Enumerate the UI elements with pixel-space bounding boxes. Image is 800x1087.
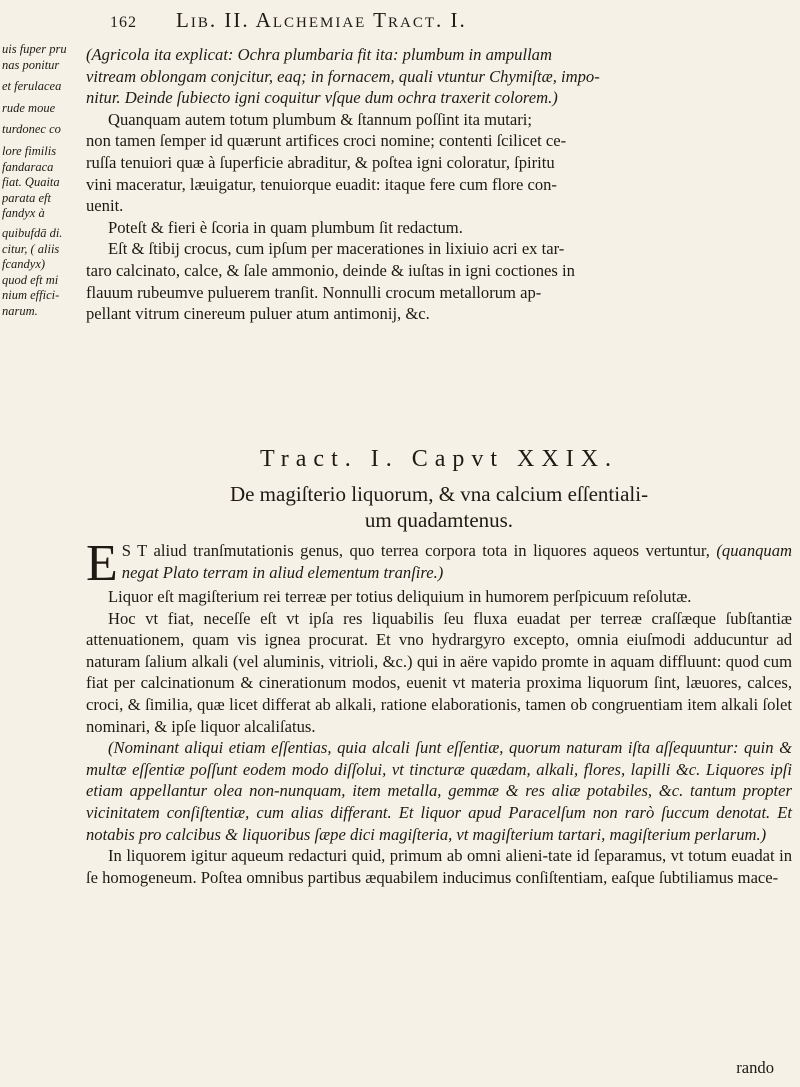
text-line: (Agricola ita explicat: Ochra plumbaria fit ita: plumbum in ampullam [86,45,552,64]
margin-note-line: et ferulacea [2,79,62,94]
catchword: rando [736,1058,774,1077]
text-line: taro calcinato, calce, & ſale ammonio, deinde & iuſtas in igni coctiones in [86,260,575,280]
paragraph: Hoc vt fiat, neceſſe eſt vt ipſa res liquabilis ſeu fluxa euadat per terreæ craſſæque ſubſtantiæ attenuationem, quam vis ignea procurat. Et vno hydrargyro excepto, omnia eiuſmodi adducuntur ad naturam ſalium alkali (vel aluminis, vitrioli, &c.) qui in aëre vapido promte in aquam diffluunt: quod cum fiat per calcinationum & cinerationum modos, euenit vt materia proxima liquorum ſint, læuores, calces, croci, & ſimilia, quæ licet differat ab alkali, ratione elaborationis, tamen ob congruentiam item alkali ſolet nominari, & ipſe liquor alcaliſatus. [86,608,792,736]
margin-note-line: turdonec co [2,122,61,137]
paragraph [86,535,792,592]
paragraph: Liquor eſt magiſterium rei terreæ per totius deliquium in humorem perſpicuum reſolutæ. [108,587,692,606]
margin-note-line: fandaraca [2,159,54,174]
text-line: vini maceratur, læuigatur, tenuiorque euadit: itaque fere cum flore con- [86,174,557,194]
margin-note-line: quod eft mi [2,272,59,287]
margin-note-line: citur, ( aliis [2,241,60,256]
margin-note-line: fandyx à [2,206,45,221]
margin-note-line: uis fuper pru [2,42,67,56]
paragraph: (Nominant aliqui etiam eſſentias, quia alcali ſunt eſſentiæ, quorum naturam iſta aſſequuntur: quin & multæ eſſentiæ poſſunt eodem modo diſſolui, vt tincturæ quædam, alkali, flores, lapilli &c. Liquores ipſi etiam appellantur olea non-nunquam, item metalla, gemmæ & res aliæ potabiles, &c. tantum propter vicinitatem conſiſtentiæ, cum alias differant. Et liquor apud Paracelſum non rarò ſuccum denotat. Et notabis pro calcibus & liquoribus ſæpe dici magiſteria, vt magiſterium tartari, magiſterium perlarum.) [86,738,792,844]
drop-cap: E [86,535,118,592]
running-title: Lib. II. Alchemiae Tract. I. [176,8,467,32]
chapter-subtitle-line: um quadamtenus. [364,508,514,532]
margin-note-group [2,42,84,320]
chapter-heading [86,446,792,533]
margin-note-line: fiat. Quaita [2,175,60,190]
margin-note-line: rude moue [2,100,56,115]
text-line: ruſſa tenuiori quæ à ſuperficie abraditur, & poſtea igni coloratur, ſpiritu [86,152,555,172]
upper-text [86,44,792,454]
paragraph-ochra [86,44,792,454]
text-line: Quanquam autem totum plumbum & ſtannum poſſint ita mutari; [108,109,533,129]
page-number: 162 [110,14,137,31]
text-line: Poteſt & fieri è ſcoria in quam plumbum ſit redactum. [108,217,463,237]
text-line: nitur. Deinde ſubiecto igni coquitur vſque dum ochra traxerit colorem.) [86,88,558,108]
margin-note-line: lore fimilis [2,143,57,158]
text-line: pellant vitrum cinereum puluer atum antimonij, &c. [86,304,430,324]
paragraph-text: S T aliud tranſmutationis genus, quo terrea corpora tota in liquores aqueos vertuntur, [121,541,717,560]
paragraph-text-italic: (quanquam negat Plato terram in aliud elementum tranſire.) [121,541,792,582]
margin-note-line: narum. [2,303,38,318]
text-line: Eſt & ſtibij crocus, cum ipſum per macerationes in lixiuio acri ex tar- [108,239,565,259]
margin-note-line: nium effici- [2,288,60,303]
margin-note-line: quibufdā di. [2,225,63,240]
margin-note-line: parata eft [2,190,51,205]
chapter-title: Tract. I. Capvt XXIX. [259,446,619,472]
chapter-subtitle-line: De magiſterio liquorum, & vna calcium eſſentiali- [229,482,649,506]
text-line: non tamen ſemper id quærunt artifices croci nomine; contenti ſcilicet ce- [86,131,567,151]
paragraph: In liquorem igitur aqueum redacturi quid, primum ab omni alieni-tate id ſeparamus, vt totum euadat in ſe homogeneum. Poſtea omnibus partibus æquabilem inducimus conſiſtentiam, eaſque ſubtiliamus mace- [86,846,792,887]
running-head [0,8,800,38]
text-line: vitream oblongam conjcitur, eaq; in fornacem, quali vtuntur Chymiſtæ, impo- [86,66,600,86]
text-line: flauum rubeumve puluerem tranſit. Nonnulli crocum metallorum ap- [86,282,542,302]
margin-note-line: fcandyx) [2,257,46,272]
margin-note-line: nas ponitur [2,57,60,72]
chapter-body [86,535,792,888]
text-line: uenit. [86,196,124,216]
